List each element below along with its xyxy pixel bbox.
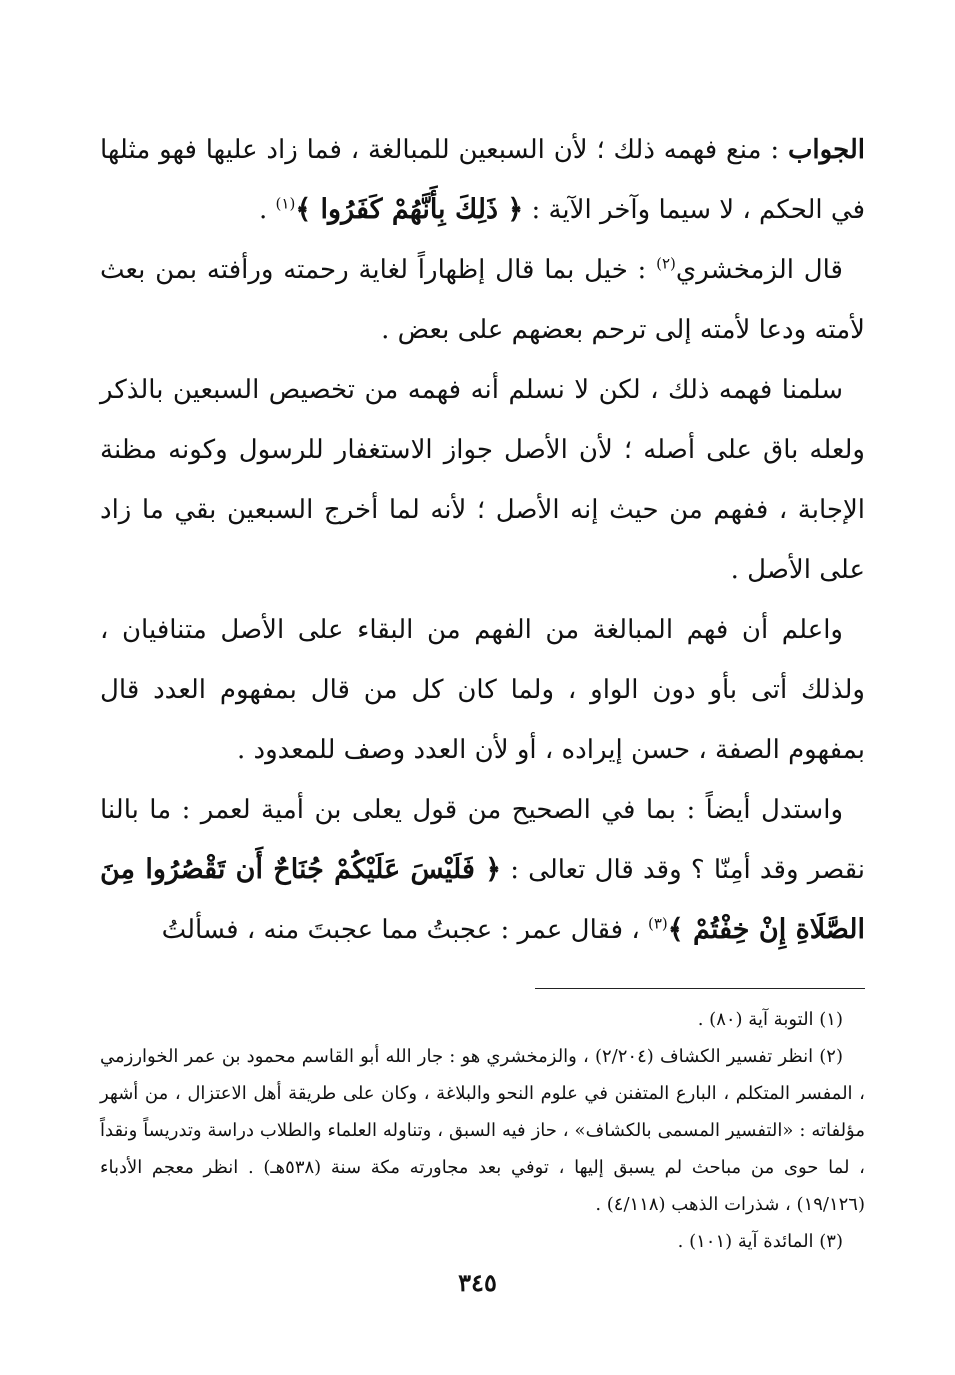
footnote-2: (٢) انظر تفسير الكشاف (٢/٢٠٤) ، والزمخشري هو : جار الله أبو القاسم محمود بن عمر الخوارزمي ، المفسر المتكلم ، البارع المتفنن في علوم النحو والبلاغة ، وكان على طريقة أهل الاعتزال ، من أشهر مؤلفاته : «التفسير المسمى بالكشاف» ، حاز فيه السبق ، وتناوله العلماء والطلاب دراسة وتدريساً ونقداً ، لما حوى من مباحث لم يسبق إليها ، توفي بعد مجاورته مكة سنة (٥٣٨هـ) . انظر معجم الأدباء (١٩/١٢٦) ، شذرات الذهب (٤/١١٨) . bbox=[100, 1046, 865, 1215]
paragraph-text: . bbox=[259, 195, 276, 225]
quran-verse: ﴿ ذَلِكَ بِأَنَّهُمْ كَفَرُوا ﴾ bbox=[295, 194, 524, 225]
footnote-marker: (١) bbox=[275, 194, 296, 213]
quran-verse: ﴿ فَلَيْسَ عَلَيْكُمْ جُنَاحٌ أَن تَقْصُرُوا مِنَ الصَّلَاةِ إِنْ خِفْتُمْ ﴾ bbox=[100, 854, 865, 945]
paragraph-text: قال الزمخشري bbox=[675, 255, 843, 285]
paragraph-text: ، فقال عمر : عجبتُ مما عجبتَ منه ، فسألتُ bbox=[161, 915, 648, 945]
paragraph-concession: سلمنا فهمه ذلك ، لكن لا نسلم أنه فهمه من تخصيص السبعين بالذكر ولعله باق على أصله ؛ لأن الأصل جواز الاستغفار للرسول وكونه مظنة الإجابة ، ففهم من حيث إنه الأصل ؛ لأنه لما أخرج السبعين بقي ما زاد على الأصل . bbox=[100, 375, 865, 585]
paragraph-evidence bbox=[100, 780, 865, 960]
footnote-marker: (٢) bbox=[656, 254, 676, 273]
paragraph-text: : منع فهمه ذلك ؛ لأن السبعين للمبالغة ، فما زاد عليها فهو مثلها في الحكم ، لا سيما وآخر الآية : bbox=[100, 135, 865, 225]
footnote-separator bbox=[535, 988, 865, 989]
footnote-1: (١) التوبة آية (٨٠) . bbox=[697, 1009, 843, 1030]
paragraph-text: : خيل بما قال إظهاراً لغاية رحمته ورأفته بمن بعث لأمته ودعا لأمته إلى ترحم بعضهم على بعض . bbox=[100, 255, 865, 345]
footnote-marker: (٣) bbox=[648, 914, 668, 933]
main-text bbox=[100, 120, 865, 960]
paragraph-text: واستدل أيضاً : بما في الصحيح من قول يعلى بن أمية لعمر : ما بالنا نقصر وقد أمِنّا ؟ وقد قال تعالى : bbox=[100, 795, 865, 885]
paragraph-know: واعلم أن فهم المبالغة من الفهم من البقاء على الأصل متنافيان ، ولذلك أتى بأو دون الواو ، ولما كان كل من قال بمفهوم العدد قال بمفهوم الصفة ، حسن إيراده ، أو لأن العدد وصف للمعدود . bbox=[100, 615, 865, 765]
answer-lead: الجواب bbox=[787, 135, 865, 165]
footnote-3: (٣) المائدة آية (١٠١) . bbox=[677, 1231, 843, 1252]
paragraph-answer bbox=[100, 120, 865, 240]
page-number: ٣٤٥ bbox=[458, 1268, 497, 1297]
paragraph-zamakhshari bbox=[100, 240, 865, 360]
footnotes bbox=[100, 1001, 865, 1260]
